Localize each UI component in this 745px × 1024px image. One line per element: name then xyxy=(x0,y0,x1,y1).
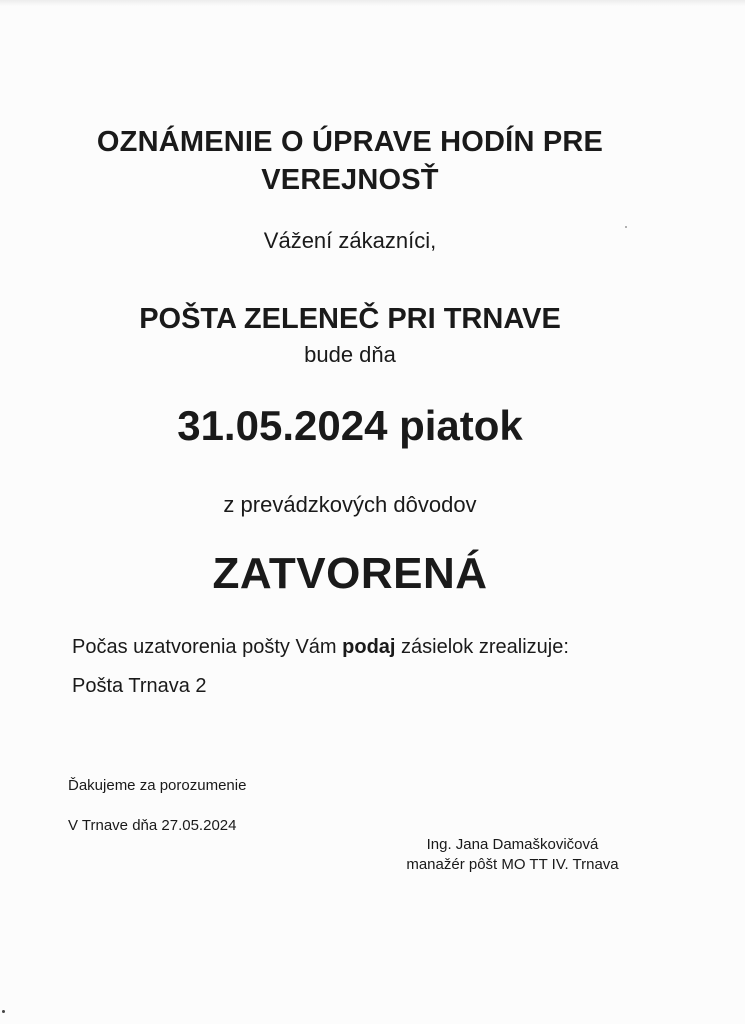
closed-status: ZATVORENÁ xyxy=(212,549,488,598)
scan-dot xyxy=(2,1010,5,1013)
alternative-bold: podaj xyxy=(342,636,396,658)
signer-role: manažér pôšt MO TT IV. Trnava xyxy=(406,856,619,873)
alternative-suffix: zásielok zrealizuje: xyxy=(395,636,569,658)
closure-reason: z prevádzkových dôvodov xyxy=(223,492,477,517)
will-be-text: bude dňa xyxy=(304,342,396,367)
notice-title-line1: OZNÁMENIE O ÚPRAVE HODÍN PRE xyxy=(96,126,604,158)
post-office-name: POŠTA ZELENEČ PRI TRNAVE xyxy=(139,303,561,335)
thanks-text: Ďakujeme za porozumenie xyxy=(68,777,247,794)
scan-edge xyxy=(0,0,745,6)
greeting: Vážení zákazníci, xyxy=(263,228,437,253)
alternative-office-sentence xyxy=(72,636,569,659)
closure-date: 31.05.2024 piatok xyxy=(177,402,523,449)
signer-name: Ing. Jana Damaškovičová xyxy=(426,836,599,853)
notice-title-line2: VEREJNOSŤ xyxy=(261,164,439,196)
place-date: V Trnave dňa 27.05.2024 xyxy=(68,817,237,834)
alternative-office-name: Pošta Trnava 2 xyxy=(72,675,207,697)
alternative-prefix: Počas uzatvorenia pošty Vám xyxy=(72,636,343,658)
